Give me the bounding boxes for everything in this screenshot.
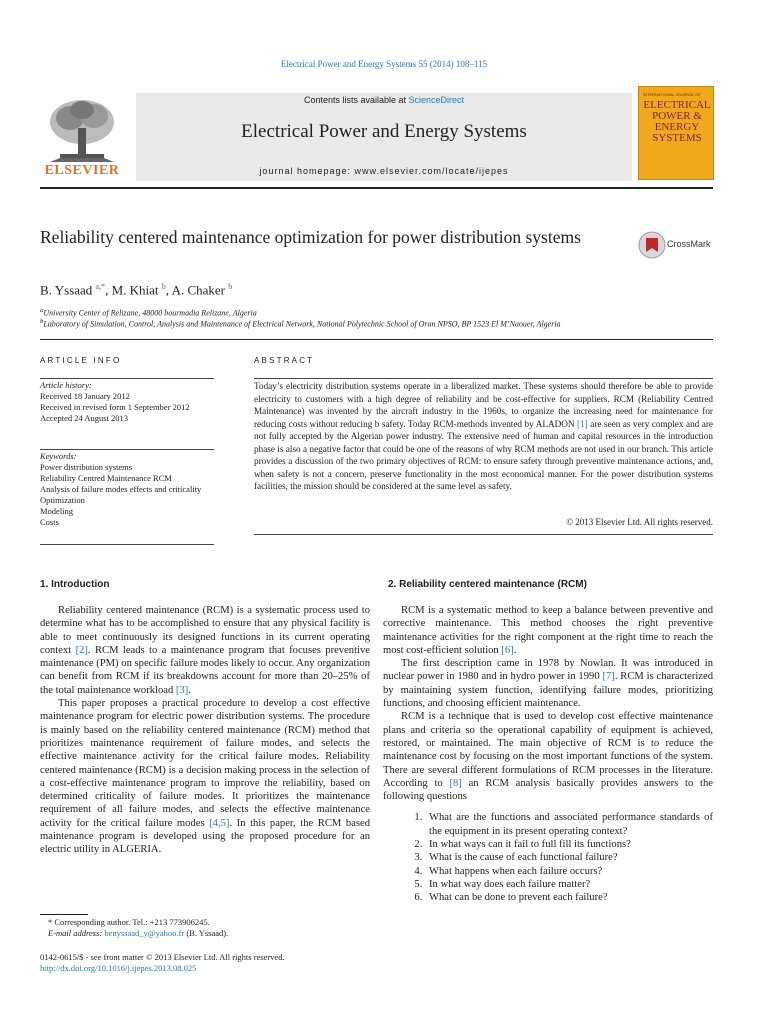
history-item: Accepted 24 August 2013: [40, 413, 129, 423]
list-item: 6. What can be done to prevent each failure?: [425, 891, 713, 904]
journal-citation-link[interactable]: Electrical Power and Energy Systems 55 (2014) 108–115: [280, 59, 488, 69]
email-link[interactable]: benyssaad_y@yahoo.fr: [104, 928, 185, 938]
reference-link[interactable]: [6]: [501, 644, 514, 656]
doi-link[interactable]: http://dx.doi.org/10.1016/j.ijepes.2013.08.025: [40, 963, 197, 973]
keyword: Modeling: [40, 506, 74, 516]
cover-title: ELECTRICAL POWER & ENERGY SYSTEMS: [643, 99, 711, 144]
keyword: Analysis of failure modes effects and criticality: [40, 484, 202, 494]
abstract-heading: ABSTRACT: [254, 356, 315, 365]
footnote: [40, 917, 228, 939]
header-divider: [40, 187, 713, 189]
abstract-copyright: © 2013 Elsevier Ltd. All rights reserved.: [566, 517, 713, 527]
divider: [40, 544, 214, 545]
reference-link[interactable]: [7]: [602, 671, 615, 683]
keywords-label: Keywords:: [40, 451, 77, 461]
list-item: 1. What are the functions and associated performance standards of the equipment in its present operating context?: [425, 811, 713, 838]
email-label: E-mail address:: [48, 928, 105, 938]
article-title: Reliability centered maintenance optimization for power distribution systems: [40, 227, 581, 247]
corresponding-author-note: * Corresponding author. Tel.: +213 773906245.: [48, 917, 210, 927]
paragraph: Reliability centered maintenance (RCM) is a systematic process used to determine what has to be accomplished to ensure that any physical facility is able to meet continuously its designed functions in its current operating context [2]. RCM leads to a maintenance program that focuses preventive maintenance (PM) on specific failure modes likely to occur. Any organization can benefit from RCM if its breakdowns account for more than 20–25% of the total maintenance workload [3].: [40, 605, 370, 696]
author-name: B. Yssaad: [40, 282, 93, 298]
list-item: 2. In what ways can it fail to full fill its functions?: [425, 838, 713, 851]
author-name: A. Chaker: [171, 282, 225, 298]
keyword: Costs: [40, 517, 59, 527]
contents-prefix: Contents lists available at: [303, 95, 409, 105]
list-item: 5. In what way does each failure matter?: [425, 878, 713, 891]
list-item: 3. What is the cause of each functional failure?: [425, 851, 713, 864]
reference-link[interactable]: [1]: [577, 418, 588, 429]
reference-link[interactable]: [2]: [75, 644, 88, 656]
journal-homepage[interactable]: journal homepage: www.elsevier.com/locate/ijepes: [259, 166, 509, 176]
keywords: [40, 451, 214, 528]
issn-footer: [40, 952, 285, 974]
keyword: Optimization: [40, 495, 85, 505]
paragraph: RCM is a systematic method to keep a balance between preventive and corrective maintenance. This method chooses the right preventive maintenance activities for the right component at the right time to reach the most cost-efficient solution [6].: [383, 605, 713, 656]
keyword: Power distribution systems: [40, 462, 133, 472]
reference-link[interactable]: [4,5]: [209, 817, 230, 829]
divider: [254, 534, 713, 535]
history-label: Article history:: [40, 380, 92, 390]
author-list: B. Yssaad $^{a,*}$, M. Khiat $^b$, A. Chaker $^b$: [40, 282, 233, 298]
crossmark-label[interactable]: CrossMark: [667, 239, 711, 249]
journal-cover-thumbnail: [638, 86, 714, 180]
intro-heading: 1. Introduction: [40, 579, 110, 590]
issn-line: 0142-0615/$ - see front matter © 2013 Elsevier Ltd. All rights reserved.: [40, 952, 285, 962]
divider: [254, 378, 713, 379]
rcm-section: [383, 604, 713, 905]
cover-small-text: INTERNATIONAL JOURNAL OF: [643, 92, 701, 97]
paragraph: RCM is a technique that is used to develop cost effective maintenance plans and criteria so the operational capability of equipment is achieved, restored, or maintained. The main objective of RCM is to reduce the maintenance cost by focusing on the most important functions of the system. There are several different formulations of RCM processes in the literature. According to [8] an RCM analysis basically provides answers to the following questions: [383, 711, 713, 803]
author-affiliation-mark[interactable]: a,*: [95, 282, 106, 291]
author-affiliation-mark[interactable]: b: [228, 282, 233, 291]
author-name: M. Khiat: [111, 282, 159, 298]
elsevier-wordmark: ELSEVIER: [44, 163, 120, 178]
list-item: 4. What happens when each failure occurs?: [425, 865, 713, 878]
article-history: [40, 380, 214, 424]
history-item: Received 18 January 2012: [40, 391, 130, 401]
reference-link[interactable]: [8]: [449, 777, 462, 789]
abstract-body: Today’s electricity distribution systems operate in a liberalized market. These systems should therefore be able to provide electricity to customers with a high degree of reliability and be cost-effective for suppliers. RCM (Reliability Centred Maintenance) was invented by the aircraft industry in the 1960s, to organize the increasing need for maintenance for reducing costs without reducing b safety. Today RCM-methods invented by ALADON [1] are seen as very complex and are not fully accepted by the Algerian power industry. The extensive need of human and capital resources in the introduction phase is also a negative factor that could be one of the reasons of why RCM methods are not used in our branch. This article provides a discussion of the two primary objectives of RCM: to ensure safety through preventive maintenance actions, and, when safety is not a concern, preserve functionality in the most economical manner. For the power distribution systems facilities, the mission should be considered at the same level as safety.: [254, 381, 713, 491]
footnote-divider: [40, 914, 88, 915]
history-item: Received in revised form 1 September 2012: [40, 402, 190, 412]
email-suffix: (B. Yssaad).: [184, 928, 229, 938]
intro-section: [40, 604, 370, 857]
keyword: Reliability Centred Maintenance RCM: [40, 473, 172, 483]
rcm-heading: 2. Reliability centered maintenance (RCM): [388, 579, 587, 590]
reference-link[interactable]: [3]: [175, 684, 189, 696]
affiliation-b: $^b$Laboratory of Simulation, Control, Analysis and Maintenance of Electrical Network, National Polytechnic School of Oran NPSO, BP 1523 El M’Naouer, Algeria: [40, 318, 561, 329]
affiliation-a: $^a$University Center of Relizane, 48000 bourmadia Relizane, Algeria: [40, 307, 257, 318]
journal-name: Electrical Power and Energy Systems: [241, 121, 527, 142]
divider: [40, 378, 214, 379]
sciencedirect-link[interactable]: ScienceDirect: [408, 95, 465, 105]
rcm-questions-list: [383, 811, 713, 904]
section-divider: [40, 339, 713, 340]
author-affiliation-mark[interactable]: b: [161, 282, 166, 291]
article-info-heading: ARTICLE INFO: [40, 356, 122, 365]
paragraph: The first description came in 1978 by Nowlan. It was introduced in nuclear power in 1980 and in hydro power in 1990 [7]. RCM is characterized by maintaining system function, identifying failure modes, prioritizing functions, and choosing efficient maintenance.: [383, 658, 713, 710]
paragraph: This paper proposes a practical procedure to develop a cost effective maintenance program for electric power distribution systems. The procedure is mainly based on the reliability centered maintenance (RCM) method that prioritizes maintenance requirement of failure modes, and selects the effective maintenance activity for the critical failure modes. Reliability centered maintenance (RCM) is a decision making process in the selection of a cost-effective maintenance program to improve the reliability, based on determined criticality of failure modes. It prioritizes the maintenance requirement of all failure modes, and selects the effective maintenance activity for the critical failure modes [4,5]. In this paper, the RCM based maintenance program is developed using the proposed procedure for an electric utility in ALGERIA.: [40, 698, 370, 856]
divider: [40, 449, 214, 450]
contents-available-line: [136, 95, 632, 105]
